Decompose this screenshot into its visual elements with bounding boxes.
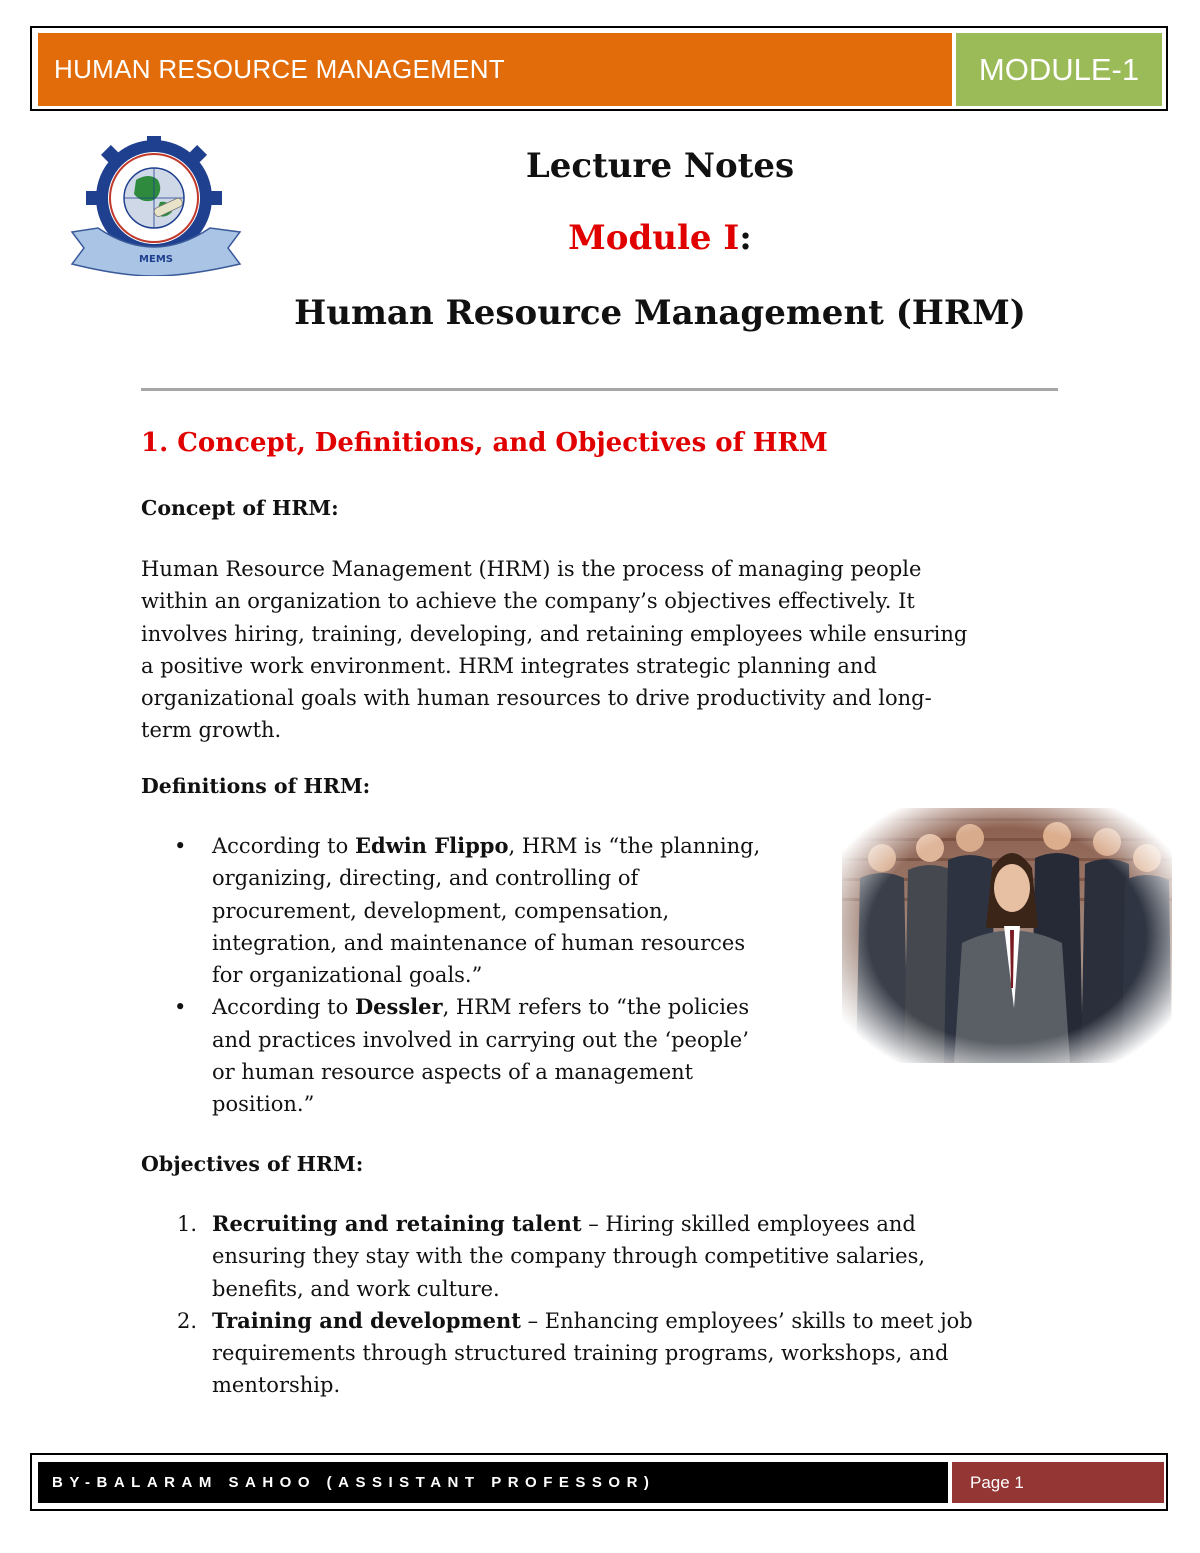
- concept-line: organizational goals with human resources to drive productivity and long-: [141, 686, 932, 711]
- page-number: Page 1: [952, 1462, 1164, 1503]
- module-title-red: Module I: [568, 218, 740, 258]
- objective-line: benefits, and work culture.: [212, 1276, 500, 1301]
- bullet-icon: •: [174, 834, 187, 858]
- definitions-heading: Definitions of HRM:: [141, 774, 371, 798]
- definition-prefix: According to: [212, 995, 355, 1020]
- objective-line: requirements through structured training programs, workshops, and: [212, 1341, 949, 1366]
- concept-line: a positive work environment. HRM integrates strategic planning and: [141, 653, 877, 678]
- objective-line: ensuring they stay with the company through competitive salaries,: [212, 1244, 926, 1269]
- concept-line: involves hiring, training, developing, and retaining employees while ensuring: [141, 621, 968, 646]
- objective-number: 1.: [177, 1212, 198, 1236]
- concept-line: term growth.: [141, 718, 282, 743]
- logo-text: MEMS: [139, 254, 173, 265]
- objective-line: mentorship.: [212, 1373, 341, 1398]
- concept-line: Human Resource Management (HRM) is the process of managing people: [141, 557, 922, 581]
- concept-heading: Concept of HRM:: [141, 496, 339, 520]
- objective-item: [177, 1208, 1127, 1305]
- lecture-notes-title: Lecture Notes: [525, 146, 795, 186]
- section-heading: 1. Concept, Definitions, and Objectives of HRM: [141, 428, 828, 458]
- definition-line: and practices involved in carrying out the ‘people’: [212, 1027, 749, 1052]
- concept-paragraph: [141, 553, 1056, 747]
- definition-line: integration, and maintenance of human resources: [212, 930, 746, 955]
- objective-title: Recruiting and retaining talent: [212, 1211, 582, 1236]
- definition-item: [174, 830, 882, 991]
- concept-line: within an organization to achieve the company’s objectives effectively. It: [141, 589, 915, 614]
- module-title-suffix: :: [739, 218, 752, 258]
- definition-line: procurement, development, compensation,: [212, 898, 670, 923]
- definition-line: for organizational goals.”: [212, 963, 483, 988]
- definition-line: , HRM refers to “the policies: [442, 995, 750, 1020]
- definition-author: Dessler: [354, 994, 443, 1020]
- module-badge: MODULE-1: [956, 33, 1162, 106]
- definition-author: Edwin Flippo: [354, 833, 509, 858]
- footer-author: BY-BALARAM SAHOO (ASSISTANT PROFESSOR): [38, 1462, 948, 1503]
- objective-line: – Enhancing employees’ skills to meet job: [520, 1308, 973, 1333]
- objectives-heading: Objectives of HRM:: [141, 1152, 364, 1176]
- definition-line: position.”: [212, 1092, 315, 1117]
- objective-line: – Hiring skilled employees and: [581, 1212, 916, 1236]
- module-title: [160, 218, 1160, 258]
- horizontal-divider: [141, 388, 1058, 391]
- definition-line: , HRM is “the planning,: [508, 834, 761, 858]
- objectives-list: [141, 1208, 1127, 1402]
- definition-line: organizing, directing, and controlling of: [212, 866, 639, 891]
- business-team-photo-icon: [842, 808, 1172, 1063]
- objective-item: [177, 1305, 1127, 1402]
- definition-item: [174, 991, 882, 1120]
- definition-prefix: According to: [212, 834, 355, 858]
- objective-title: Training and development: [212, 1307, 521, 1333]
- header-title: HUMAN RESOURCE MANAGEMENT: [38, 33, 952, 106]
- objective-number: 2.: [177, 1308, 198, 1333]
- definitions-list: [141, 830, 882, 1121]
- definition-line: or human resource aspects of a management: [212, 1060, 694, 1085]
- bullet-icon: •: [174, 995, 187, 1020]
- subject-title: Human Resource Management (HRM): [294, 293, 1026, 333]
